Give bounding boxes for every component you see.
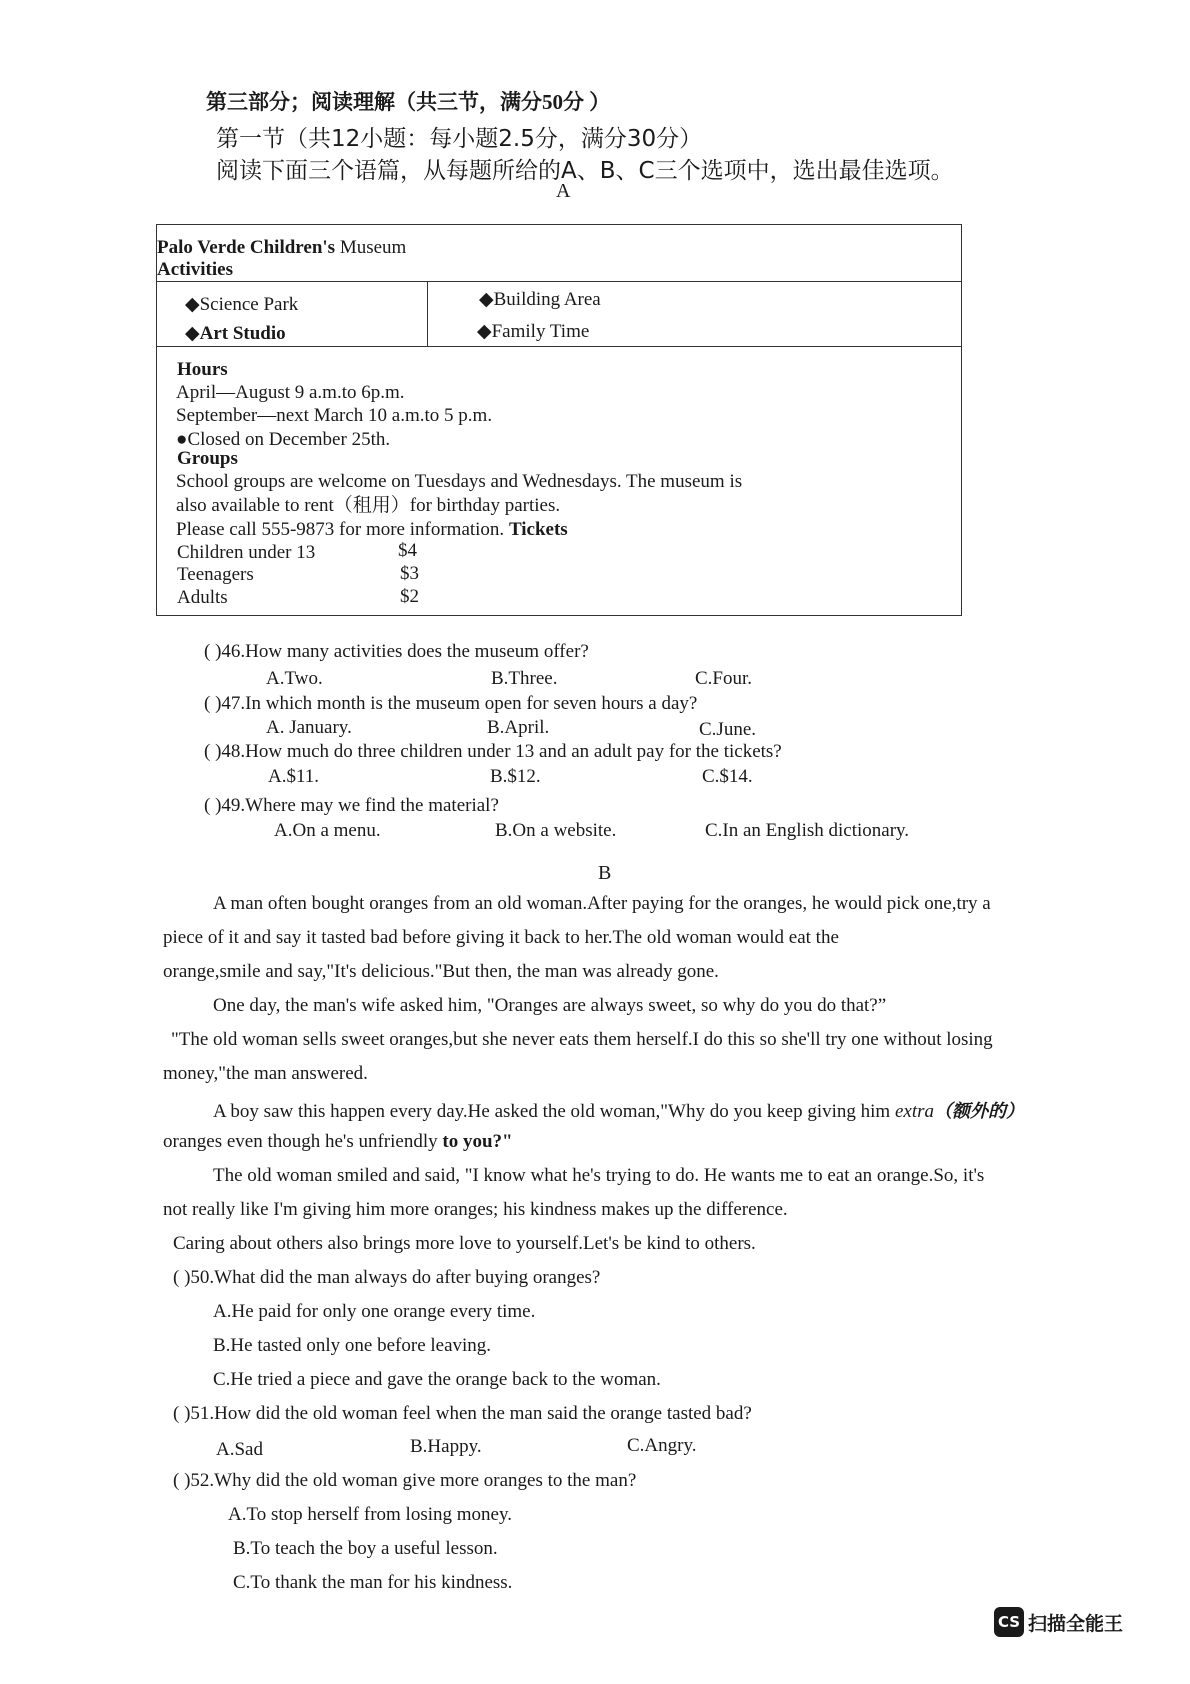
- question-51: ( )51.How did the old woman feel when the man said the orange tasted bad?: [173, 1403, 752, 1424]
- museum-title-rest: Museum: [335, 237, 407, 258]
- option: C.He tried a piece and gave the orange back to the woman.: [213, 1369, 661, 1390]
- option: C.To thank the man for his kindness.: [233, 1572, 513, 1593]
- option: C.Four.: [695, 668, 753, 689]
- passage-b-letter: B: [598, 862, 612, 884]
- groups-line: School groups are welcome on Tuesdays and Wednesdays. The museum is: [176, 471, 743, 492]
- activity-item: ◆Family Time: [477, 321, 590, 342]
- option: A.$11.: [268, 766, 320, 787]
- passage-b-text: oranges even though he's unfriendly: [163, 1131, 443, 1152]
- question-48: ( )48.How much do three children under 13 and an adult pay for the tickets?: [204, 741, 782, 762]
- ticket-price: $4: [398, 540, 417, 561]
- camscanner-watermark: 扫描全能王: [1028, 1613, 1124, 1635]
- option: C.In an English dictionary.: [705, 820, 910, 841]
- ticket-label: Teenagers: [177, 564, 254, 585]
- passage-b-bold-end: to you?": [442, 1131, 513, 1152]
- museum-notice: [156, 224, 962, 616]
- hours-line: April—August 9 a.m.to 6p.m.: [176, 382, 405, 403]
- passage-b-line: piece of it and say it tasted bad before giving it back to her.The old woman would eat the: [163, 927, 839, 948]
- option: B.April.: [487, 717, 550, 738]
- passage-b-line: money,"the man answered.: [163, 1063, 368, 1084]
- passage-b-line: One day, the man's wife asked him, "Oranges are always sweet, so why do you do that?”: [213, 995, 887, 1016]
- option: C.$14.: [702, 766, 753, 787]
- groups-heading: Groups: [177, 448, 238, 469]
- passage-b-line: A man often bought oranges from an old woman.After paying for the oranges, he would pick one,try a: [213, 893, 991, 914]
- hours-line: ●Closed on December 25th.: [176, 429, 391, 450]
- call-line: [176, 519, 568, 541]
- part-heading: 第三部分；阅读理解（共三节，满分50分 ）: [206, 90, 611, 114]
- hours-heading: Hours: [177, 359, 228, 380]
- passage-b-line: [213, 1097, 1024, 1123]
- question-46: ( )46.How many activities does the museum offer?: [204, 641, 589, 662]
- option: A.He paid for only one orange every time.: [213, 1301, 536, 1322]
- passage-b-line: not really like I'm giving him more oranges; his kindness makes up the difference.: [163, 1199, 788, 1220]
- option: A.To stop herself from losing money.: [228, 1504, 512, 1525]
- extra-gloss: （额外的）: [934, 1101, 1024, 1122]
- camscanner-logo-icon: CS: [994, 1607, 1024, 1637]
- option: B.$12.: [490, 766, 541, 787]
- activity-item: ◆Science Park: [185, 294, 299, 315]
- divider: [157, 281, 961, 282]
- activity-item: ◆Building Area: [479, 289, 601, 310]
- tickets-heading: Tickets: [508, 519, 568, 540]
- option: A. January.: [266, 717, 352, 738]
- question-47: ( )47.In which month is the museum open for seven hours a day?: [204, 693, 698, 714]
- option: B.Happy.: [410, 1436, 482, 1457]
- passage-b-text: A boy saw this happen every day.He asked the old woman,"Why do you keep giving him: [213, 1101, 895, 1122]
- ticket-price: $3: [400, 563, 419, 584]
- option: B.Three.: [491, 668, 558, 689]
- museum-title: [157, 237, 406, 259]
- passage-b-line: orange,smile and say,"It's delicious."But then, the man was already gone.: [163, 961, 719, 982]
- activity-item: ◆Art Studio: [185, 323, 286, 344]
- activities-heading: Activities: [157, 259, 233, 280]
- option: A.Two.: [266, 668, 323, 689]
- call-text: Please call 555-9873 for more information.: [176, 519, 509, 540]
- passage-b-line: "The old woman sells sweet oranges,but she never eats them herself.I do this so she'll try one without losing: [171, 1029, 993, 1050]
- passage-b-line: [163, 1131, 513, 1153]
- option: A.On a menu.: [274, 820, 381, 841]
- option: B.To teach the boy a useful lesson.: [233, 1538, 498, 1559]
- instruction-text: 阅读下面三个语篇，从每题所给的A、B、C三个选项中，选出最佳选项。: [216, 158, 954, 184]
- divider: [157, 346, 961, 347]
- option: C.Angry.: [627, 1435, 697, 1456]
- option: B.On a website.: [495, 820, 617, 841]
- passage-b-line: Caring about others also brings more love to yourself.Let's be kind to others.: [173, 1233, 756, 1254]
- extra-word: extra: [894, 1101, 934, 1122]
- option: A.Sad: [216, 1439, 263, 1460]
- groups-line: also available to rent（租用）for birthday parties.: [176, 495, 561, 516]
- question-50: ( )50.What did the man always do after buying oranges?: [173, 1267, 601, 1288]
- section-heading: 第一节（共12小题：每小题2.5分，满分30分）: [216, 126, 703, 152]
- museum-title-bold: Palo Verde Children's: [157, 237, 336, 258]
- column-divider: [427, 281, 428, 346]
- option: B.He tasted only one before leaving.: [213, 1335, 492, 1356]
- question-52: ( )52.Why did the old woman give more oranges to the man?: [173, 1470, 637, 1491]
- question-49: ( )49.Where may we find the material?: [204, 795, 499, 816]
- ticket-label: Adults: [177, 587, 228, 608]
- ticket-price: $2: [400, 586, 419, 607]
- passage-a-letter: A: [556, 180, 571, 202]
- ticket-label: Children under 13: [177, 542, 316, 563]
- option: C.June.: [699, 719, 756, 740]
- passage-b-line: The old woman smiled and said, "I know what he's trying to do. He wants me to eat an orange.So, it's: [213, 1165, 985, 1186]
- hours-line: September—next March 10 a.m.to 5 p.m.: [176, 405, 493, 426]
